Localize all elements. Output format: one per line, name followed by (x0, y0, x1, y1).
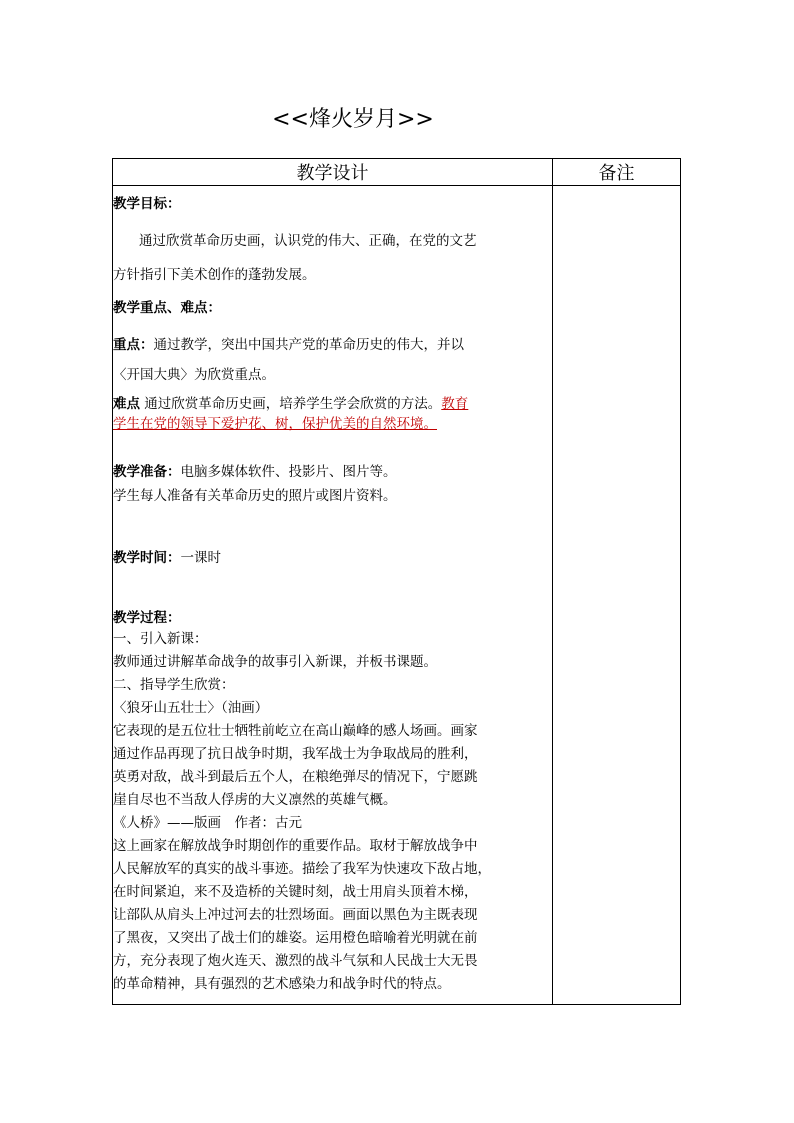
preparation-line (113, 460, 552, 484)
process-line: 英勇对敌，战斗到最后五个人，在粮绝弹尽的情况下，宁愿跳 (113, 769, 478, 785)
preparation-label: 教学准备： (113, 464, 181, 480)
process-line: 教师通过讲解革命战争的故事引入新课，并板书课题。 (113, 654, 437, 670)
goal-line: 通过欣赏革命历史画，认识党的伟大、正确，在党的文艺 (139, 233, 477, 249)
process-line: 〈狼牙山五壮士〉（油画） (113, 700, 269, 716)
difficulty-red-text: 学生在党的领导下爱护花、树，保护优美的自然环境。 (113, 416, 437, 432)
difficulty-text: 通过欣赏革命历史画，培养学生学会欣赏的方法。 (144, 396, 442, 412)
document-title-text: <<烽火岁月>> (272, 107, 434, 132)
document-title (0, 102, 794, 133)
process-paragraph (113, 628, 552, 996)
goal-paragraph (113, 224, 552, 292)
process-line: 这上画家在解放战争时期创作的重要作品。取材于解放战争中 (113, 838, 478, 854)
column-header-design: 教学设计 (113, 159, 553, 186)
remark-cell (553, 186, 681, 1005)
difficulty-red-text: 教育 (441, 396, 469, 412)
preparation-text: 电脑多媒体软件、投影片、图片等。 (180, 464, 397, 480)
process-line: 通过作品再现了抗日战争时期，我军战士为争取战局的胜利， (113, 746, 478, 762)
process-line: 的革命精神，具有强烈的艺术感染力和战争时代的特点。 (113, 976, 451, 992)
key-point-line: 〈开国大典〉为欣赏重点。 (113, 367, 275, 383)
preparation-paragraph (113, 460, 552, 508)
difficulty-line (113, 414, 552, 434)
process-line: 崖自尽也不当敌人俘虏的大义凛然的英雄气概。 (113, 792, 397, 808)
preparation-line: 学生每人准备有关革命历史的照片或图片资料。 (113, 488, 397, 504)
process-line: 一、引入新课： (113, 631, 208, 647)
table-header-row (113, 159, 681, 186)
key-label: 重点： (113, 337, 154, 353)
time-text: 一课时 (180, 550, 221, 566)
process-line: 二、指导学生欣赏： (113, 677, 235, 693)
process-line: 让部队从肩头上冲过河去的壮烈场面。画面以黑色为主既表现 (113, 907, 478, 923)
process-line: 《人桥》——版画 作者：古元 (113, 815, 302, 831)
goal-heading: 教学目标： (113, 196, 181, 212)
design-cell (113, 186, 553, 1005)
process-line: 了黑夜，又突出了战士们的雄姿。运用橙色暗喻着光明就在前 (113, 930, 478, 946)
difficulty-paragraph (113, 394, 552, 434)
key-text: 通过教学，突出中国共产党的革命历史的伟大，并以 (153, 337, 464, 353)
lesson-plan-table (112, 158, 681, 1005)
key-point-paragraph (113, 330, 552, 390)
process-line: 在时间紧迫，来不及造桥的关键时刻，战士用肩头顶着木梯， (113, 884, 478, 900)
process-line: 它表现的是五位壮士牺牲前屹立在高山巅峰的感人场画。画家 (113, 723, 478, 739)
time-label: 教学时间： (113, 550, 181, 566)
process-line: 人民解放军的真实的战斗事迹。描绘了我军为快速攻下敌占地， (113, 861, 491, 877)
goal-line: 方针指引下美术创作的蓬勃发展。 (113, 267, 316, 283)
key-points-heading: 教学重点、难点： (113, 300, 221, 316)
key-point-line (113, 330, 552, 360)
process-line: 方，充分表现了炮火连天、激烈的战斗气氛和人民战士大无畏 (113, 953, 478, 969)
column-header-remark: 备注 (553, 159, 681, 186)
process-heading: 教学过程： (113, 610, 181, 626)
table-body-row (113, 186, 681, 1005)
time-paragraph (113, 548, 552, 568)
difficulty-label: 难点 (113, 396, 140, 412)
difficulty-line (113, 394, 552, 414)
